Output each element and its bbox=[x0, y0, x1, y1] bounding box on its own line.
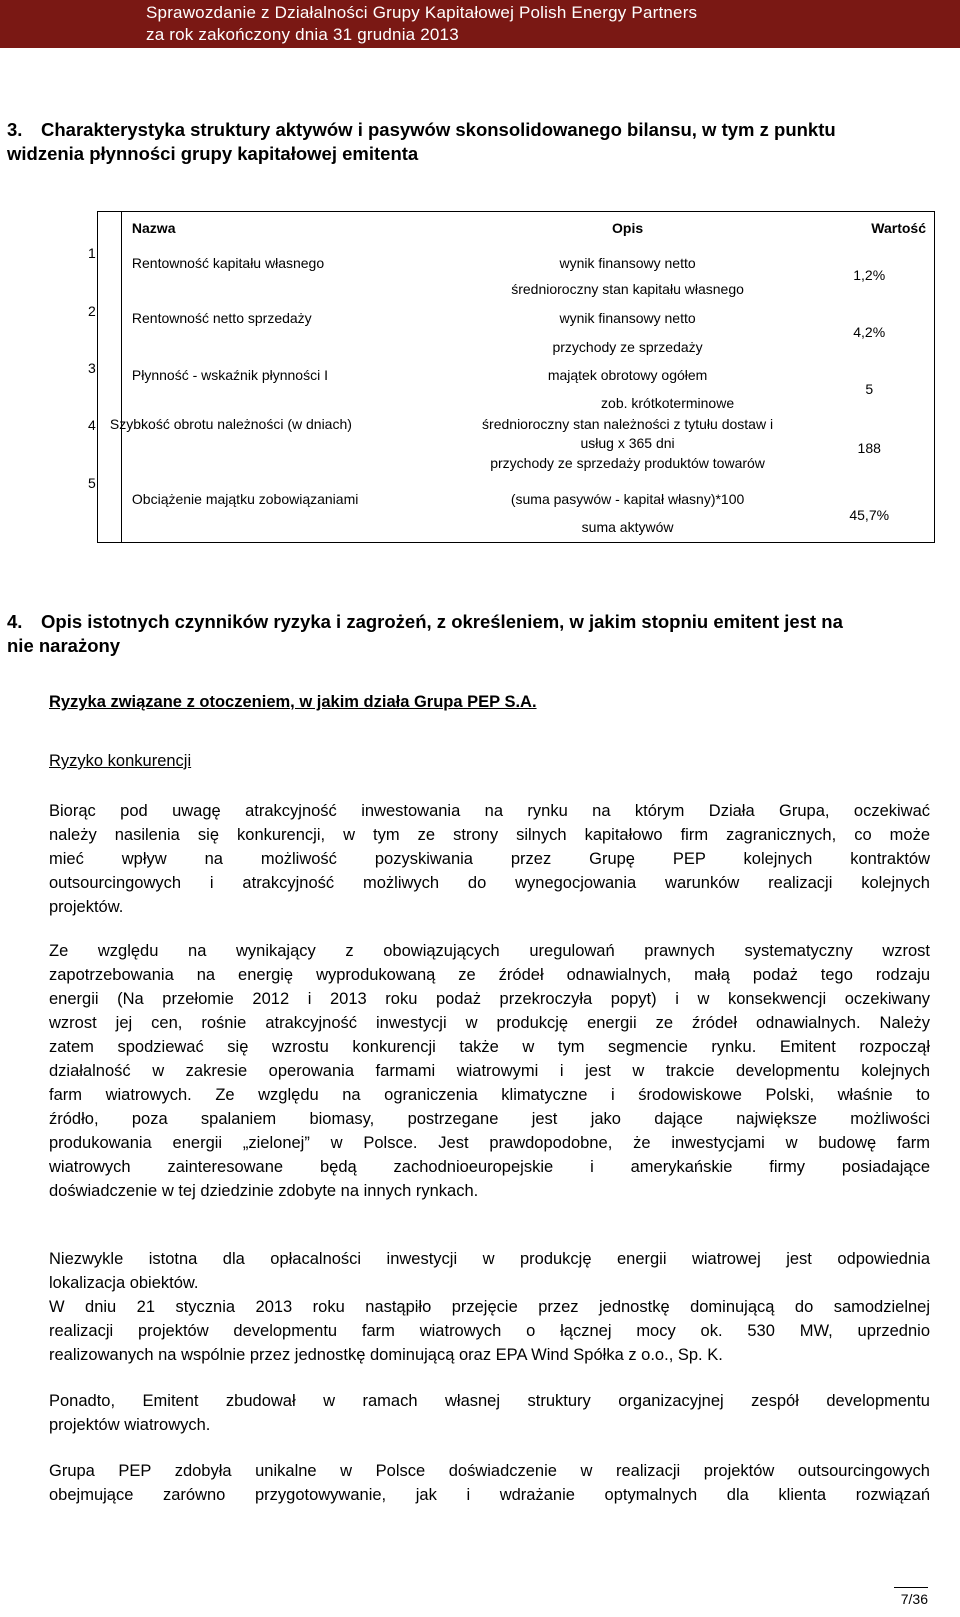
section-4-number: 4. bbox=[7, 611, 23, 632]
row-formulas bbox=[451, 254, 805, 542]
paragraph-line: źródło, poza spalaniem biomasy, postrzegane jest jako dające największe możliwości bbox=[49, 1110, 930, 1128]
formula-denominator: przychody ze sprzedaży produktów towarów bbox=[490, 454, 765, 471]
paragraph-5 bbox=[49, 1389, 930, 1437]
header-period: za rok zakończony dnia 31 grudnia 2013 bbox=[146, 25, 459, 44]
paragraph-line: energii (Na przełomie 2012 i 2013 roku podaż przekroczyła popyt) i w konsekwencji oczekiwany bbox=[49, 990, 930, 1008]
indicators-table bbox=[88, 211, 935, 543]
row-number: 5 bbox=[88, 474, 96, 491]
indicator-name: Płynność - wskaźnik płynności I bbox=[131, 366, 328, 383]
paragraph-line: lokalizacja obiektów. bbox=[49, 1274, 199, 1292]
formula-denominator: zob. krótkoterminowe bbox=[601, 394, 735, 411]
section-3-title-line1: Charakterystyka struktury aktywów i pasywów skonsolidowanego bilansu, w tym z punktu bbox=[41, 119, 836, 140]
paragraph-4 bbox=[49, 1295, 930, 1367]
formula-numerator: wynik finansowy netto bbox=[559, 309, 696, 326]
header-desc: Opis bbox=[612, 220, 644, 236]
row-names bbox=[109, 254, 451, 542]
section-4-heading bbox=[7, 610, 941, 658]
paragraph-3 bbox=[49, 1247, 930, 1295]
paragraph-line: Niezwykle istotna dla opłacalności inwestycji w produkcję energii wiatrowej jest odpowiednia bbox=[49, 1250, 930, 1268]
indicator-value: 1,2% bbox=[853, 266, 886, 283]
paragraph-line: należy nasilenia się konkurencji, w tym ze strony silnych kapitałowo firm zagranicznych, co może bbox=[49, 826, 930, 844]
page-number-rule bbox=[894, 1587, 928, 1588]
indicator-name: Szybkość obrotu należności (w dniach) bbox=[109, 415, 352, 432]
indicator-value: 188 bbox=[857, 439, 881, 456]
paragraph-line: realizacji projektów developmentu farm wiatrowych o łącznej mocy ok. 530 MW, uprzednio bbox=[49, 1322, 930, 1340]
formula-numerator: majątek obrotowy ogółem bbox=[547, 366, 708, 383]
paragraph-line: Ponadto, Emitent zbudował w ramach własnej struktury organizacyjnej zespół developmentu bbox=[49, 1392, 930, 1410]
row-number: 4 bbox=[88, 416, 96, 433]
formula-denominator: przychody ze sprzedaży bbox=[552, 338, 703, 355]
paragraph-1 bbox=[49, 799, 930, 919]
paragraph-line: Ze względu na wynikający z obowiązujących uregulowań prawnych systematyczny wzrost bbox=[49, 942, 930, 960]
indicator-name: Rentowność kapitału własnego bbox=[131, 254, 325, 271]
paragraph-line: farm wiatrowych. Ze względu na ograniczenia klimatyczne i środowiskowe Polski, właśnie to bbox=[49, 1086, 930, 1104]
indicator-value: 5 bbox=[865, 380, 874, 397]
paragraph-line: zapotrzebowania na energię wyprodukowaną ze źródeł odnawialnych, małą podaż tego rodzaju bbox=[49, 966, 930, 984]
indicator-name: Obciążenie majątku zobowiązaniami bbox=[131, 490, 359, 507]
paragraph-line: działalność w zakresie operowania farmami wiatrowymi i jest w trakcie developmentu kolejnych bbox=[49, 1062, 930, 1080]
header-name: Nazwa bbox=[131, 220, 176, 236]
section-4-title-line2: nie narażony bbox=[7, 635, 121, 656]
paragraph-line: mieć wpływ na możliwość pozyskiwania przez Grupę PEP kolejnych kontraktów bbox=[49, 850, 930, 868]
paragraph-line: Biorąc pod uwagę atrakcyjność inwestowania na rynku na którym Działa Grupa, oczekiwać bbox=[49, 802, 930, 820]
subheading-environment-risks: Ryzyka związane z otoczeniem, w jakim działa Grupa PEP S.A. bbox=[49, 693, 537, 711]
paragraph-line: realizowanych na wspólnie przez jednostkę dominującą oraz EPA Wind Spółka z o.o., Sp. K. bbox=[49, 1346, 723, 1364]
indicator-name: Rentowność netto sprzedaży bbox=[131, 309, 312, 326]
header-value: Wartość bbox=[871, 220, 926, 236]
header-title: Sprawozdanie z Działalności Grupy Kapitałowej Polish Energy Partners bbox=[146, 3, 698, 22]
table-header-row bbox=[98, 212, 935, 257]
paragraph-2 bbox=[49, 939, 930, 1203]
paragraph-line: projektów wiatrowych. bbox=[49, 1416, 211, 1434]
paragraph-line: wiatrowych zainteresowane będą zachodnioeuropejskie i amerykańskie firmy posiadające bbox=[49, 1158, 930, 1176]
document-header bbox=[0, 0, 960, 48]
row-values bbox=[804, 257, 934, 542]
indicator-value: 45,7% bbox=[849, 506, 890, 523]
paragraph-line: zatem spodziewać się wzrostu konkurencji także w tym segmencie rynku. Emitent rozpoczął bbox=[49, 1038, 930, 1056]
paragraph-line: doświadczenie w tej dziedzinie zdobyte na innych rynkach. bbox=[49, 1182, 479, 1200]
formula-numerator: wynik finansowy netto bbox=[559, 254, 696, 271]
formula-denominator: suma aktywów bbox=[581, 518, 674, 535]
risk-label-competition: Ryzyko konkurencji bbox=[49, 752, 192, 770]
paragraph-line: wzrost jej cen, rośnie atrakcyjność inwestycji w produkcję energii ze źródeł odnawialnych. Należy bbox=[49, 1014, 930, 1032]
paragraph-line: Grupa PEP zdobyła unikalne w Polsce doświadczenie w realizacji projektów outsourcingowych bbox=[49, 1462, 930, 1480]
row-numbers bbox=[88, 244, 121, 542]
section-3-title-line2: widzenia płynności grupy kapitałowej emitenta bbox=[7, 143, 419, 164]
paragraph-line: obejmujące zarówno przygotowywanie, jak i wdrażanie optymalnych dla klienta rozwiązań bbox=[49, 1486, 930, 1504]
formula-denominator: średnioroczny stan kapitału własnego bbox=[511, 280, 744, 297]
row-number: 2 bbox=[88, 302, 96, 319]
row-number: 1 bbox=[88, 244, 96, 261]
paragraph-line: projektów. bbox=[49, 898, 124, 916]
formula-numerator-cont: usług x 365 dni bbox=[580, 434, 675, 451]
indicator-value: 4,2% bbox=[853, 323, 886, 340]
formula-numerator: (suma pasywów - kapitał własny)*100 bbox=[510, 490, 745, 507]
row-number: 3 bbox=[88, 359, 96, 376]
paragraph-line: outsourcingowych i atrakcyjność możliwych do wynegocjowania warunków realizacji kolejnych bbox=[49, 874, 930, 892]
paragraph-line: W dniu 21 stycznia 2013 roku nastąpiło przejęcie przez jednostkę dominującą do samodzielnej bbox=[49, 1298, 930, 1316]
section-3-heading bbox=[7, 118, 941, 166]
section-4-title-line1: Opis istotnych czynników ryzyka i zagrożeń, z określeniem, w jakim stopniu emitent jest na bbox=[41, 611, 843, 632]
paragraph-6 bbox=[49, 1459, 930, 1507]
paragraph-line: produkowania energii „zielonej” w Polsce. Jest prawdopodobne, że inwestycjami w budowę farm bbox=[49, 1134, 930, 1152]
page-number: 7/36 bbox=[901, 1591, 928, 1607]
section-3-number: 3. bbox=[7, 119, 23, 140]
formula-numerator: średnioroczny stan należności z tytułu dostaw i bbox=[482, 415, 774, 432]
